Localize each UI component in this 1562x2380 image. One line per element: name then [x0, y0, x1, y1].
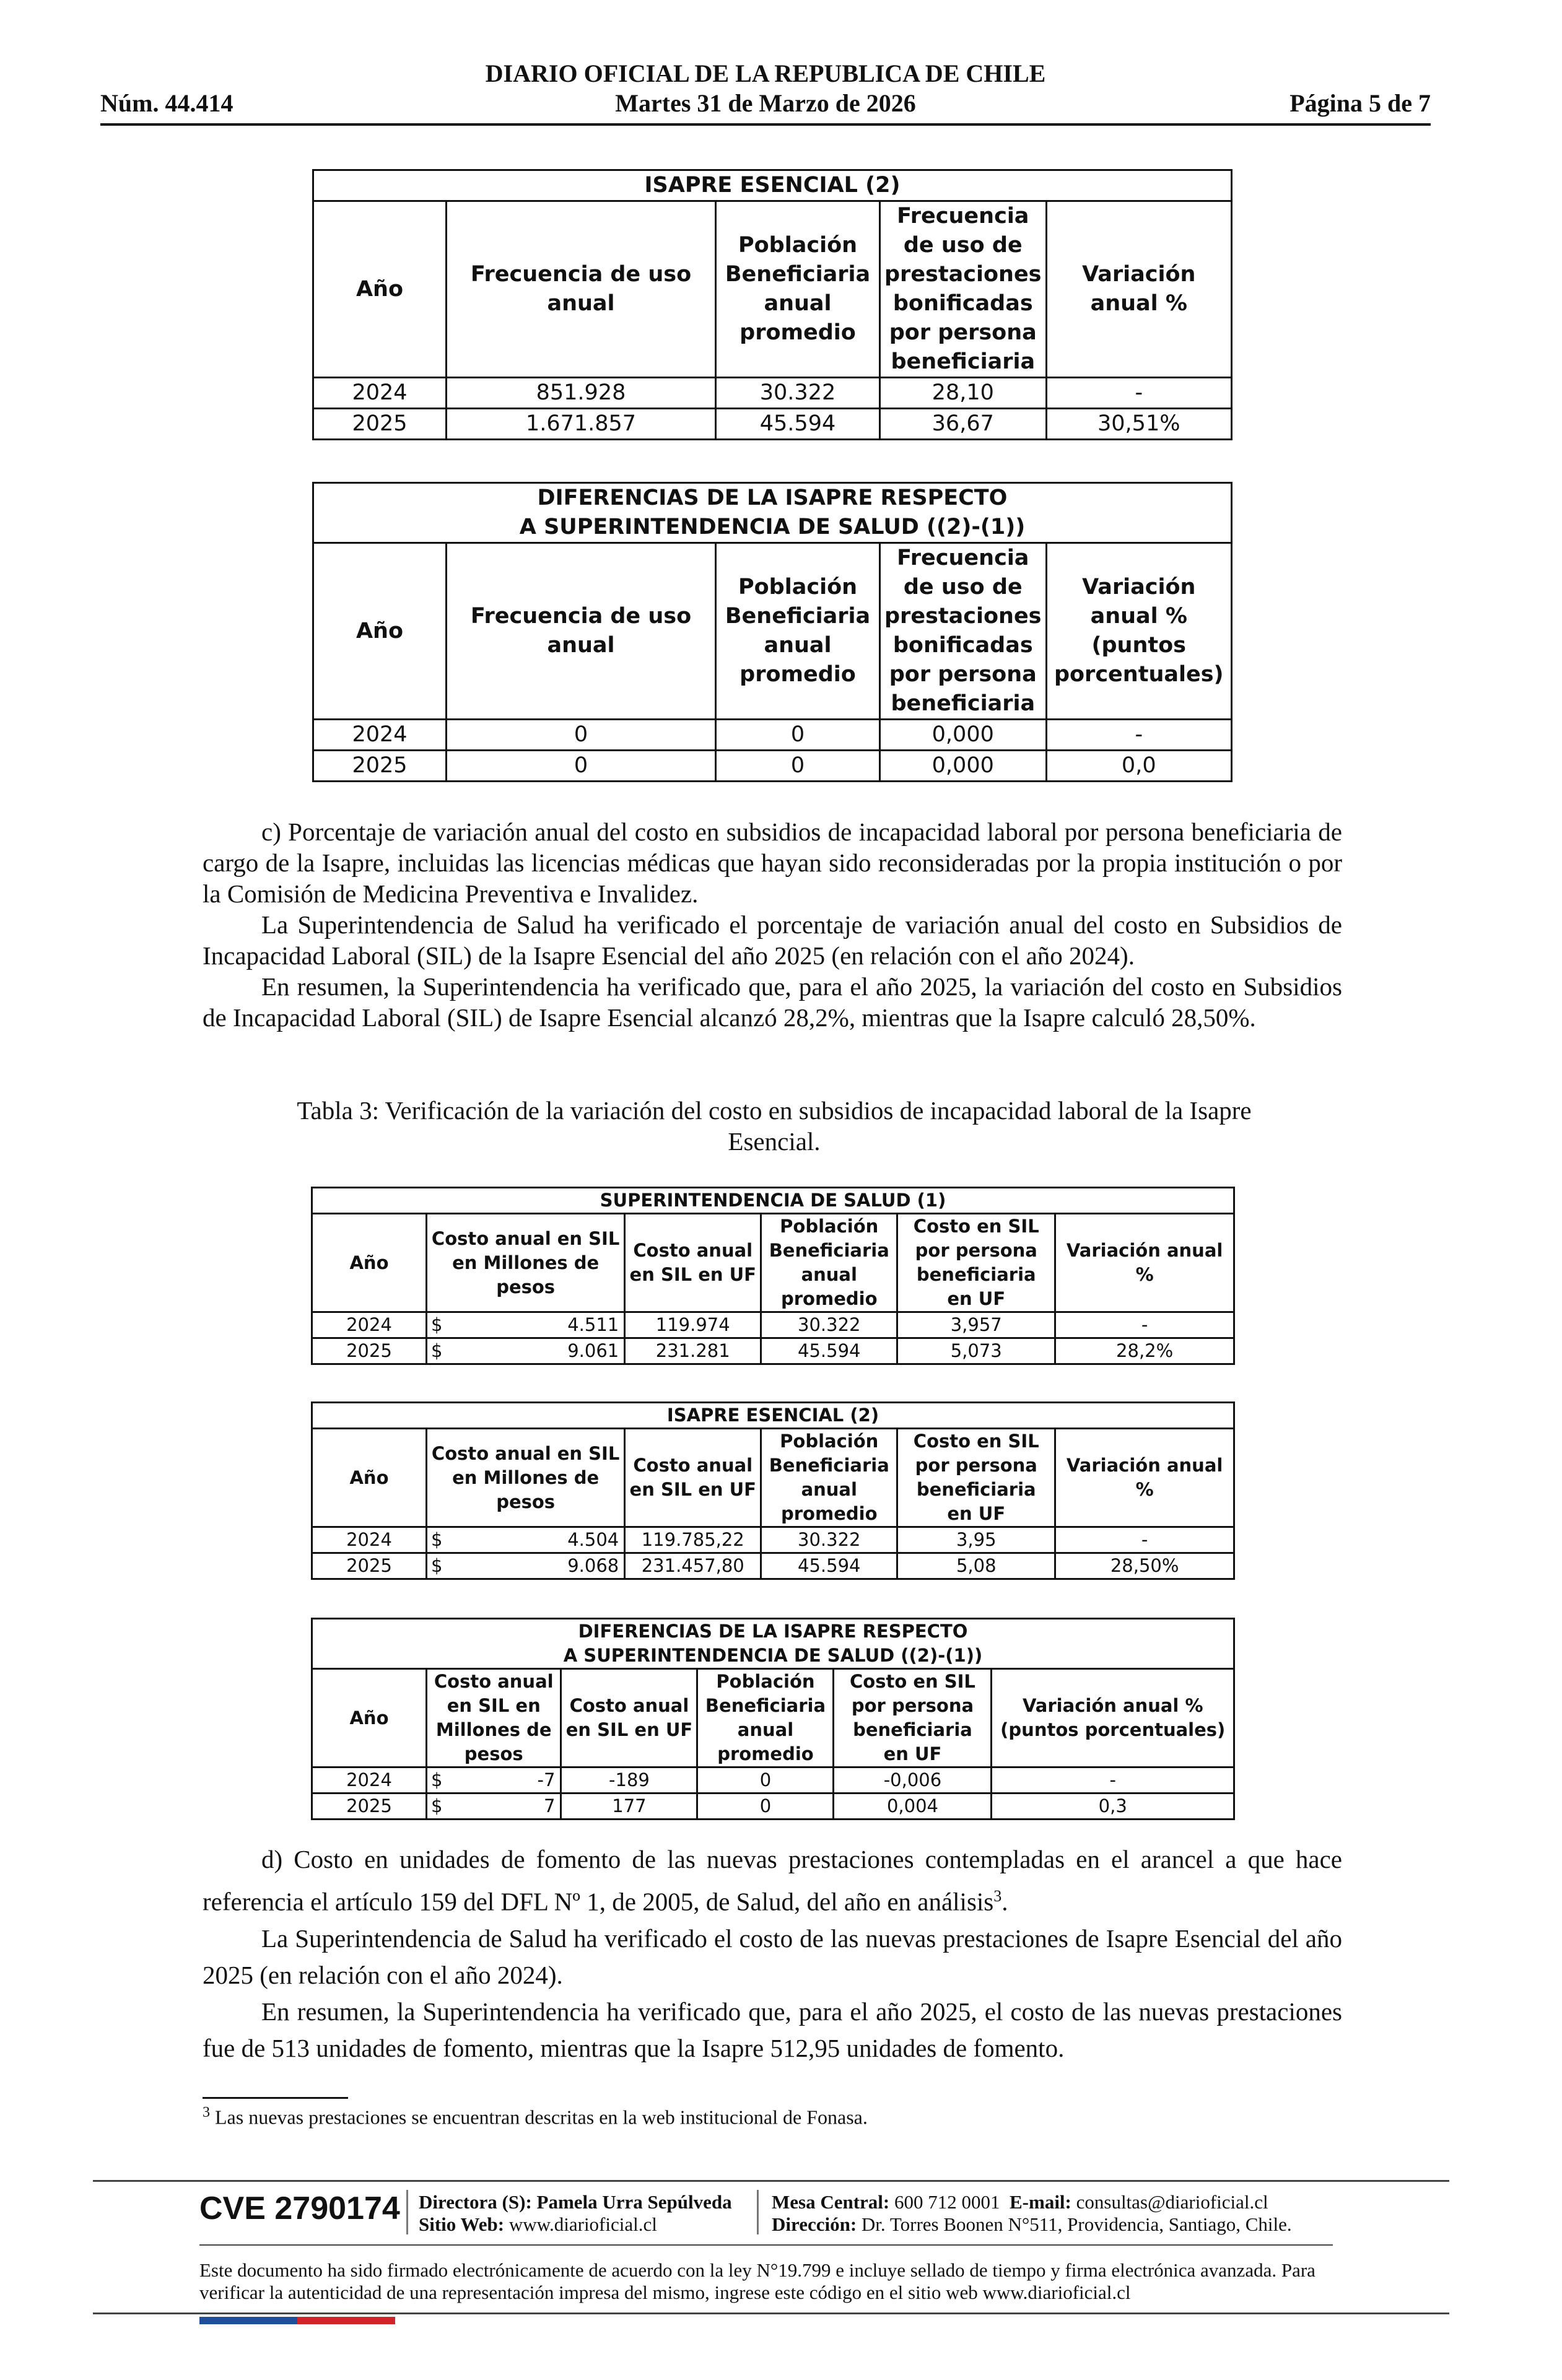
table-title-line: A SUPERINTENDENCIA DE SALUD ((2)-(1)) — [563, 1645, 983, 1666]
column-header: Costo anual en SIL en Millones de pesos — [427, 1214, 625, 1312]
cell: -189 — [561, 1768, 697, 1794]
footer-separator — [757, 2190, 759, 2234]
web-label: Sitio Web: — [419, 2213, 505, 2235]
table-isapre-frecuencia — [312, 169, 1233, 440]
cell-pesos — [427, 1768, 561, 1794]
column-header: Población Beneficiaria anual promedio — [761, 1429, 897, 1527]
flag-stripe-blue — [199, 2317, 297, 2324]
paragraph — [203, 1841, 1342, 1920]
table-title: ISAPRE ESENCIAL (2) — [312, 1403, 1234, 1429]
phone-value: 600 712 0001 — [894, 2191, 1000, 2213]
amount: 9.061 — [567, 1340, 619, 1361]
footer-inner-divider — [199, 2244, 1333, 2246]
header-divider — [100, 123, 1431, 126]
footer-separator — [406, 2190, 408, 2234]
table-row — [312, 1312, 1234, 1338]
cell-year: 2025 — [313, 409, 447, 440]
newspaper-title: DIARIO OFICIAL DE LA REPUBLICA DE CHILE — [485, 59, 1046, 87]
table-title-line: A SUPERINTENDENCIA DE SALUD ((2)-(1)) — [519, 515, 1026, 539]
cell-year: 2024 — [312, 1527, 427, 1553]
footer-divider — [93, 2180, 1449, 2182]
column-header: Año — [313, 201, 447, 378]
paragraph-end: . — [1001, 1887, 1008, 1916]
paragraph: La Superintendencia de Salud ha verificado el costo de las nuevas prestaciones de Isapre Esencial del año 2025 (en relación con el año 2024). — [203, 1924, 1342, 1989]
table-title-line: DIFERENCIAS DE LA ISAPRE RESPECTO — [537, 486, 1008, 510]
cell-pesos — [427, 1312, 625, 1338]
cell: 0 — [716, 751, 880, 782]
column-header: Año — [312, 1669, 427, 1768]
web-link[interactable]: www.diarioficial.cl — [508, 2213, 657, 2235]
cve-code: CVE 2790174 — [199, 2190, 400, 2226]
column-header: Población Beneficiaria anual promedio — [697, 1669, 834, 1768]
table-row — [312, 1768, 1234, 1794]
footnote — [203, 2104, 868, 2129]
cell-year: 2025 — [312, 1338, 427, 1364]
table-title-line: DIFERENCIAS DE LA ISAPRE RESPECTO — [578, 1621, 968, 1642]
director-name: Pamela Urra Sepúlveda — [536, 2191, 732, 2213]
issue-number: Núm. 44.414 — [100, 89, 233, 117]
cell-pesos — [427, 1794, 561, 1820]
cell: - — [1046, 720, 1231, 751]
cell-pesos — [427, 1527, 625, 1553]
column-header: Año — [312, 1214, 427, 1312]
footnote-ref: 3 — [993, 1887, 1002, 1905]
table-row — [313, 378, 1232, 409]
amount: 7 — [544, 1795, 556, 1816]
cell-pesos — [427, 1553, 625, 1579]
cell: 0 — [447, 751, 716, 782]
cell: 119.785,22 — [625, 1527, 761, 1553]
cell: 30.322 — [761, 1312, 897, 1338]
currency-symbol: $ — [431, 1340, 443, 1361]
cell: 45.594 — [761, 1553, 897, 1579]
cell: 30,51% — [1046, 409, 1231, 440]
currency-symbol: $ — [431, 1769, 443, 1790]
cell-year: 2025 — [313, 751, 447, 782]
cell: - — [1055, 1312, 1234, 1338]
column-header: Variación anual % (puntos porcentuales) — [992, 1669, 1234, 1768]
cell: 45.594 — [761, 1338, 897, 1364]
table-row — [312, 1338, 1234, 1364]
phone-label: Mesa Central: — [772, 2191, 890, 2213]
column-header: Población Beneficiaria anual promedio — [716, 201, 880, 378]
cell: 5,08 — [897, 1553, 1055, 1579]
issue-date: Martes 31 de Marzo de 2026 — [615, 89, 916, 117]
page-number: Página 5 de 7 — [1289, 89, 1431, 117]
footer-director-block — [419, 2191, 732, 2236]
paragraph-text: d) Costo en unidades de fomento de las nuevas prestaciones contempladas en el arancel a que hace referencia el artículo 159 del DFL Nº 1, de 2005, de Salud, del año en análisis — [203, 1845, 1342, 1916]
table-row — [313, 720, 1232, 751]
cell: 0,3 — [992, 1794, 1234, 1820]
section-c — [203, 816, 1342, 1033]
currency-symbol: $ — [431, 1529, 443, 1550]
footer-contact-block — [772, 2191, 1292, 2236]
column-header: Año — [312, 1429, 427, 1527]
masthead — [100, 59, 1431, 118]
column-header: Costo anual en SIL en Millones de pesos — [427, 1429, 625, 1527]
cell-year: 2024 — [312, 1768, 427, 1794]
table-diferencias-sil — [311, 1618, 1235, 1820]
flag-stripe-red — [297, 2317, 395, 2324]
cell: 28,50% — [1055, 1553, 1234, 1579]
column-header: Frecuencia de uso anual — [447, 543, 716, 720]
cell-year: 2024 — [313, 720, 447, 751]
table-caption: Tabla 3: Verificación de la variación del costo en subsidios de incapacidad laboral de la Isapre Esencial. — [297, 1096, 1252, 1156]
column-header: Variación anual % — [1055, 1214, 1234, 1312]
amount: -7 — [537, 1769, 556, 1790]
email-link[interactable]: consultas@diarioficial.cl — [1076, 2191, 1268, 2213]
cell: 0 — [697, 1768, 834, 1794]
table-title — [313, 483, 1232, 543]
table-row — [312, 1794, 1234, 1820]
table-row — [313, 751, 1232, 782]
column-header: Frecuencia de uso de prestaciones bonificadas por persona beneficiaria — [880, 543, 1047, 720]
cell: 5,073 — [897, 1338, 1055, 1364]
cell-year: 2024 — [312, 1312, 427, 1338]
column-header: Población Beneficiaria anual promedio — [716, 543, 880, 720]
amount: 9.068 — [567, 1555, 619, 1576]
currency-symbol: $ — [431, 1795, 443, 1816]
footnote-number: 3 — [203, 2104, 210, 2121]
cell: 231.457,80 — [625, 1553, 761, 1579]
cell: 30.322 — [761, 1527, 897, 1553]
column-header: Población Beneficiaria anual promedio — [761, 1214, 897, 1312]
cell: 0 — [447, 720, 716, 751]
footnote-divider — [203, 2097, 348, 2099]
column-header: Costo en SIL por persona beneficiaria en UF — [897, 1214, 1055, 1312]
legal-notice: Este documento ha sido firmado electrónicamente de acuerdo con la ley N°19.799 e incluye sellado de tiempo y firma electrónica avanzada. Para verificar la autenticidad de una representación impresa del mismo, ingrese este código en el sitio web www.diarioficial.cl — [199, 2259, 1315, 2303]
column-header: Año — [313, 543, 447, 720]
cell: 30.322 — [716, 378, 880, 409]
cell: 0,004 — [834, 1794, 992, 1820]
amount: 4.504 — [567, 1529, 619, 1550]
currency-symbol: $ — [431, 1314, 443, 1335]
cell: 28,2% — [1055, 1338, 1234, 1364]
column-header: Frecuencia de uso anual — [447, 201, 716, 378]
column-header: Costo en SIL por persona beneficiaria en UF — [897, 1429, 1055, 1527]
cell: -0,006 — [834, 1768, 992, 1794]
column-header: Costo anual en SIL en UF — [625, 1429, 761, 1527]
cell: - — [992, 1768, 1234, 1794]
column-header: Costo anual en SIL en UF — [561, 1669, 697, 1768]
cell: 0 — [697, 1794, 834, 1820]
table-title: SUPERINTENDENCIA DE SALUD (1) — [312, 1188, 1234, 1214]
currency-symbol: $ — [431, 1555, 443, 1576]
cell: 3,957 — [897, 1312, 1055, 1338]
address-value: Dr. Torres Boonen N°511, Providencia, Santiago, Chile. — [861, 2213, 1292, 2235]
table-diferencias-frecuencia — [312, 482, 1233, 782]
footnote-text: Las nuevas prestaciones se encuentran descritas en la web institucional de Fonasa. — [215, 2106, 868, 2129]
cell: 0,0 — [1046, 751, 1231, 782]
cell: 3,95 — [897, 1527, 1055, 1553]
column-header: Variación anual % (puntos porcentuales) — [1046, 543, 1231, 720]
cell: 28,10 — [880, 378, 1047, 409]
paragraph: En resumen, la Superintendencia ha verificado que, para el año 2025, la variación del costo en Subsidios de Incapacidad Laboral (SIL) de Isapre Esencial alcanzó 28,2%, mientras que la Isapre calculó 28,50%. — [203, 972, 1342, 1032]
cell: 1.671.857 — [447, 409, 716, 440]
cell: 45.594 — [716, 409, 880, 440]
director-label: Directora (S): — [419, 2191, 532, 2213]
address-label: Dirección: — [772, 2213, 857, 2235]
table-row — [312, 1527, 1234, 1553]
section-d — [203, 1841, 1342, 2067]
cell: 851.928 — [447, 378, 716, 409]
table-row — [312, 1553, 1234, 1579]
column-header: Variación anual % — [1055, 1429, 1234, 1527]
cell: 0,000 — [880, 751, 1047, 782]
footer-bottom-divider — [93, 2312, 1449, 2314]
cell-year: 2024 — [313, 378, 447, 409]
table-title: ISAPRE ESENCIAL (2) — [313, 170, 1232, 201]
amount: 4.511 — [567, 1314, 619, 1335]
column-header: Costo anual en SIL en UF — [625, 1214, 761, 1312]
column-header: Costo anual en SIL en Millones de pesos — [427, 1669, 561, 1768]
cell: 231.281 — [625, 1338, 761, 1364]
cell: 0 — [716, 720, 880, 751]
email-label: E-mail: — [1010, 2191, 1071, 2213]
cell-year: 2025 — [312, 1553, 427, 1579]
table-title — [312, 1619, 1234, 1669]
page-header — [100, 59, 1431, 127]
cell-pesos — [427, 1338, 625, 1364]
cell: 119.974 — [625, 1312, 761, 1338]
cell: 0,000 — [880, 720, 1047, 751]
table-row — [313, 409, 1232, 440]
cell: - — [1055, 1527, 1234, 1553]
cell: - — [1046, 378, 1231, 409]
column-header: Variación anual % — [1046, 201, 1231, 378]
table-isapre-sil — [311, 1401, 1235, 1580]
paragraph: En resumen, la Superintendencia ha verificado que, para el año 2025, el costo de las nuevas prestaciones fue de 513 unidades de fomento, mientras que la Isapre 512,95 unidades de fomento. — [203, 1997, 1342, 2062]
column-header: Costo en SIL por persona beneficiaria en UF — [834, 1669, 992, 1768]
paragraph: c) Porcentaje de variación anual del costo en subsidios de incapacidad laboral por persona beneficiaria de cargo de la Isapre, incluidas las licencias médicas que hayan sido reconsideradas por la propia institución o por la Comisión de Medicina Preventiva e Invalidez. — [203, 817, 1342, 908]
cell-year: 2025 — [312, 1794, 427, 1820]
cell: 36,67 — [880, 409, 1047, 440]
table-superintendencia-sil — [311, 1187, 1235, 1365]
cell: 177 — [561, 1794, 697, 1820]
column-header: Frecuencia de uso de prestaciones bonificadas por persona beneficiaria — [880, 201, 1047, 378]
paragraph: La Superintendencia de Salud ha verificado el porcentaje de variación anual del costo en Subsidios de Incapacidad Laboral (SIL) de la Isapre Esencial del año 2025 (en relación con el año 2024). — [203, 910, 1342, 970]
